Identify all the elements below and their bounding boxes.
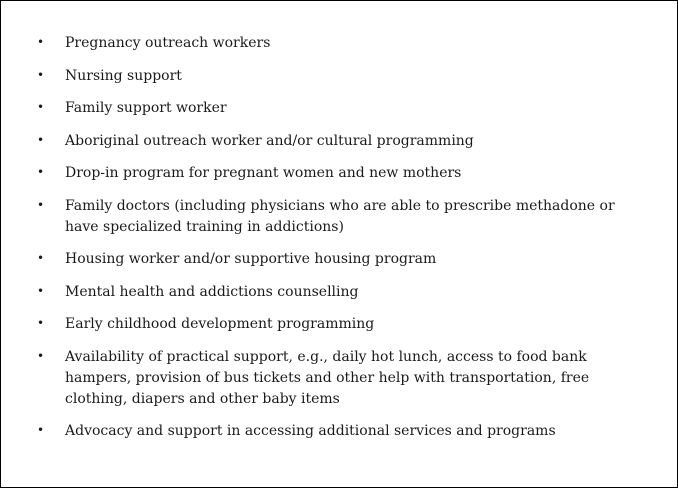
- list-item: [37, 196, 637, 238]
- list-item-text: Aboriginal outreach worker and/or cultural programming: [65, 132, 474, 149]
- list-item: [37, 66, 637, 87]
- bullet-icon: •: [37, 35, 45, 49]
- list-item: [37, 131, 637, 152]
- list-item-text: Pregnancy outreach workers: [65, 35, 271, 51]
- bullet-icon: •: [37, 197, 45, 212]
- list-item-text: Early childhood development programming: [65, 316, 375, 332]
- list-item: [37, 314, 637, 335]
- list-item: [37, 249, 637, 270]
- list-item-text: Advocacy and support in accessing additional services and programs: [65, 423, 556, 439]
- bullet-icon: •: [37, 283, 45, 298]
- services-bullet-list: [37, 33, 637, 454]
- bullet-icon: •: [37, 165, 45, 179]
- list-item-text: Family support worker: [65, 100, 227, 116]
- list-item-text: Drop-in program for pregnant women and new mothers: [65, 165, 462, 181]
- list-item-text: Housing worker and/or supportive housing program: [65, 251, 437, 267]
- list-item-text: Family doctors (including physicians who are able to prescribe methadone or have specialized training in addictions): [65, 197, 615, 235]
- list-item-text: Availability of practical support, e.g., daily hot lunch, access to food bank hampers, provision of bus tickets and other help with transportation, free clothing, diapers and other baby items: [65, 348, 590, 407]
- list-item: [37, 282, 637, 303]
- list-item: [37, 421, 637, 442]
- bullet-icon: •: [37, 67, 45, 82]
- bullet-icon: •: [37, 132, 45, 147]
- bullet-icon: •: [37, 348, 45, 363]
- list-item-text: Nursing support: [65, 67, 182, 84]
- bullet-icon: •: [37, 251, 45, 265]
- list-item: [37, 347, 637, 410]
- bullet-icon: •: [37, 316, 45, 330]
- list-item: [37, 163, 637, 184]
- bullet-icon: •: [37, 100, 45, 114]
- list-item: [37, 33, 637, 54]
- list-item-text: Mental health and addictions counselling: [65, 283, 359, 300]
- bullet-icon: •: [37, 423, 45, 437]
- list-item: [37, 98, 637, 119]
